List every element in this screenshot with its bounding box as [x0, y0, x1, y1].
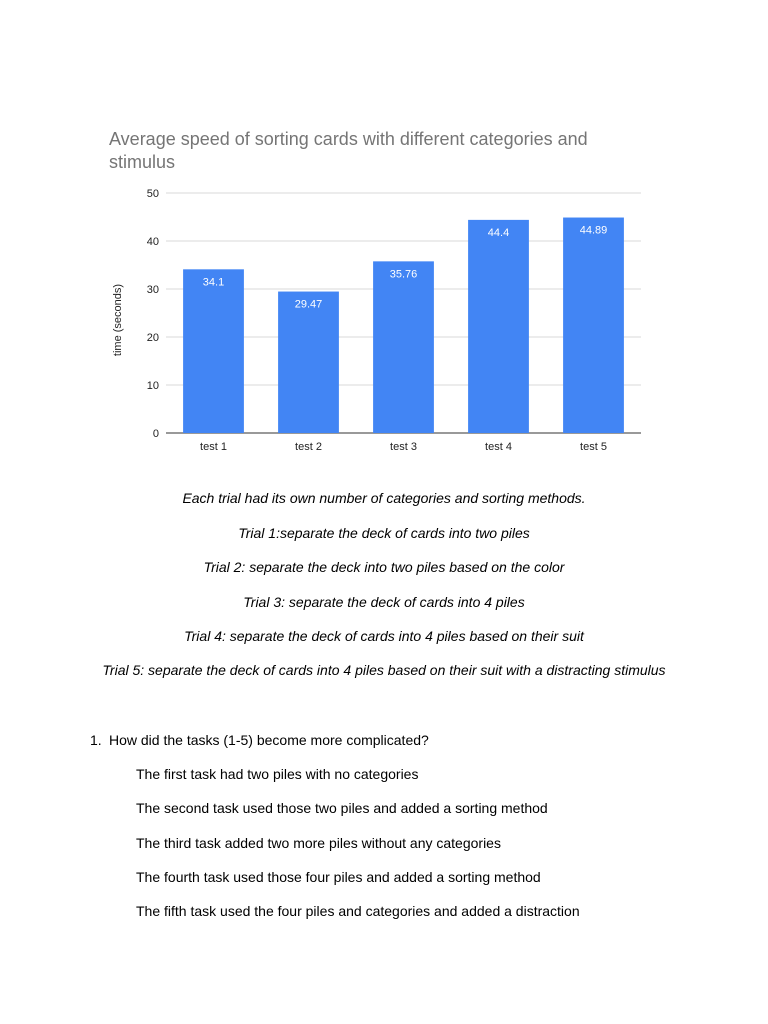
bar — [278, 292, 339, 433]
answer-1: The first task had two piles with no categories — [136, 766, 419, 782]
question-text: How did the tasks (1-5) become more complicated? — [109, 732, 429, 748]
answer-5: The fifth task used the four piles and categories and added a distraction — [136, 903, 580, 919]
bar-chart — [0, 0, 768, 470]
x-tick-label: test 1 — [200, 441, 227, 453]
x-tick-label: test 4 — [485, 441, 512, 453]
data-label: 44.4 — [487, 226, 510, 239]
x-tick-label: test 2 — [295, 441, 322, 453]
y-axis-title: time (seconds) — [112, 283, 124, 357]
bar — [373, 261, 434, 433]
bar — [563, 218, 624, 433]
answer-2: The second task used those two piles and added a sorting method — [136, 800, 548, 816]
caption-trial-2: Trial 2: separate the deck into two piles based on the color — [203, 559, 565, 575]
data-label: 29.47 — [294, 298, 323, 311]
caption-intro: Each trial had its own number of categories and sorting methods. — [182, 490, 586, 506]
answer-3: The third task added two more piles without any categories — [136, 835, 501, 851]
caption-trial-3: Trial 3: separate the deck of cards into 4 piles — [243, 594, 525, 610]
data-label: 44.89 — [579, 224, 608, 237]
caption-trial-1: Trial 1:separate the deck of cards into two piles — [238, 525, 530, 541]
bar — [183, 269, 244, 433]
question-1 — [90, 732, 429, 749]
x-tick-label: test 5 — [580, 441, 607, 453]
y-tick-label: 0 — [152, 428, 159, 440]
x-tick-label: test 3 — [390, 441, 417, 453]
caption-trial-4: Trial 4: separate the deck of cards into 4 piles based on their suit — [184, 628, 584, 644]
y-tick-label: 10 — [146, 380, 159, 392]
bar — [468, 220, 529, 433]
y-tick-label: 30 — [146, 284, 159, 296]
data-label: 35.76 — [389, 268, 418, 281]
answer-4: The fourth task used those four piles and added a sorting method — [136, 869, 541, 885]
y-tick-label: 20 — [146, 332, 159, 344]
chart-title: Average speed of sorting cards with different categories and stimulus — [109, 129, 588, 172]
caption-trial-5: Trial 5: separate the deck of cards into 4 piles based on their suit with a distracting stimulus — [102, 662, 666, 678]
data-label: 34.1 — [202, 276, 225, 289]
question-number: 1. — [90, 732, 102, 748]
y-tick-label: 40 — [146, 236, 159, 248]
y-tick-label: 50 — [146, 188, 159, 200]
